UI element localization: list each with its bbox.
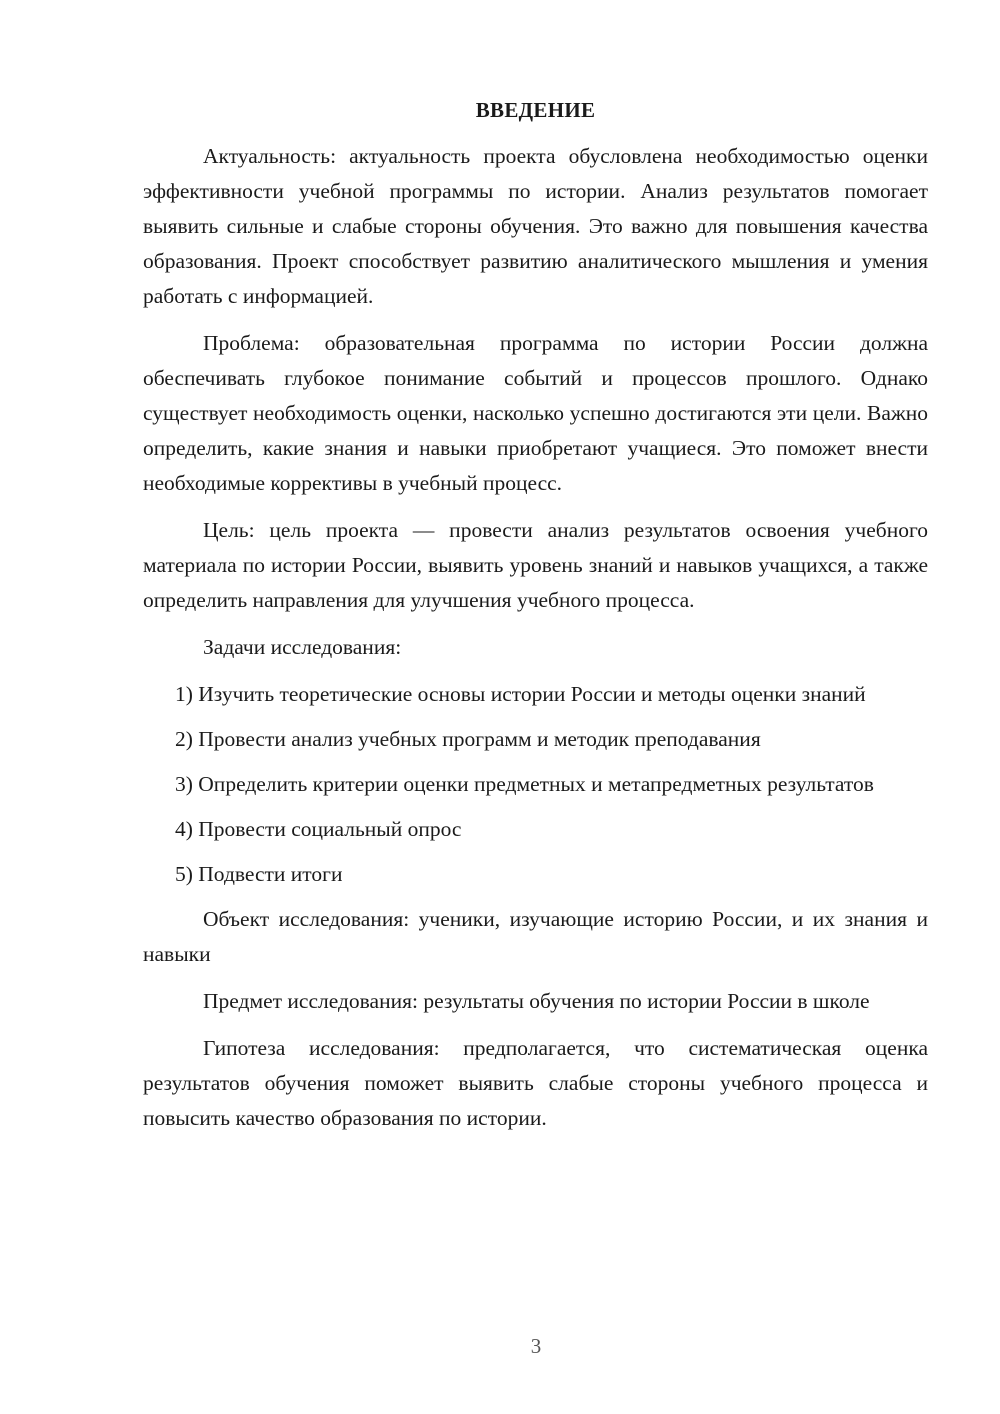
paragraph-goal: Цель: цель проекта — провести анализ результатов освоения учебного материала по истории России, выявить уровень знаний и навыков учащихся, а также определить направления для улучшения учебного процесса. [143,518,928,612]
task-item-1: 1) Изучить теоретические основы истории России и методы оценки знаний [175,682,866,706]
section-title: ВВЕДЕНИЕ [475,98,596,122]
task-item-5: 5) Подвести итоги [175,862,343,886]
page-content [143,95,928,1148]
task-item-4: 4) Провести социальный опрос [175,817,462,841]
paragraph-object: Объект исследования: ученики, изучающие историю России, и их знания и навыки [143,907,928,966]
paragraph-subject: Предмет исследования: результаты обучения по истории России в школе [203,989,870,1013]
paragraph-relevance: Актуальность: актуальность проекта обусловлена необходимостью оценки эффективности учебной программы по истории. Анализ результатов помогает выявить сильные и слабые стороны обучения. Это важно для повышения качества образования. Проект способствует развитию аналитического мышления и умения работать с информацией. [143,144,928,308]
task-item-2: 2) Провести анализ учебных программ и методик преподавания [175,727,761,751]
paragraph-problem: Проблема: образовательная программа по истории России должна обеспечивать глубокое понимание событий и процессов прошлого. Однако существует необходимость оценки, насколько успешно достигаются эти цели. Важно определить, какие знания и навыки приобретают учащиеся. Это поможет внести необходимые коррективы в учебный процесс. [143,331,928,495]
paragraph-hypothesis: Гипотеза исследования: предполагается, что систематическая оценка результатов обучения поможет выявить слабые стороны учебного процесса и повысить качество образования по истории. [143,1036,928,1130]
tasks-heading: Задачи исследования: [203,635,402,659]
page-number: 3 [530,1334,542,1358]
task-item-3: 3) Определить критерии оценки предметных и метапредметных результатов [175,772,874,796]
